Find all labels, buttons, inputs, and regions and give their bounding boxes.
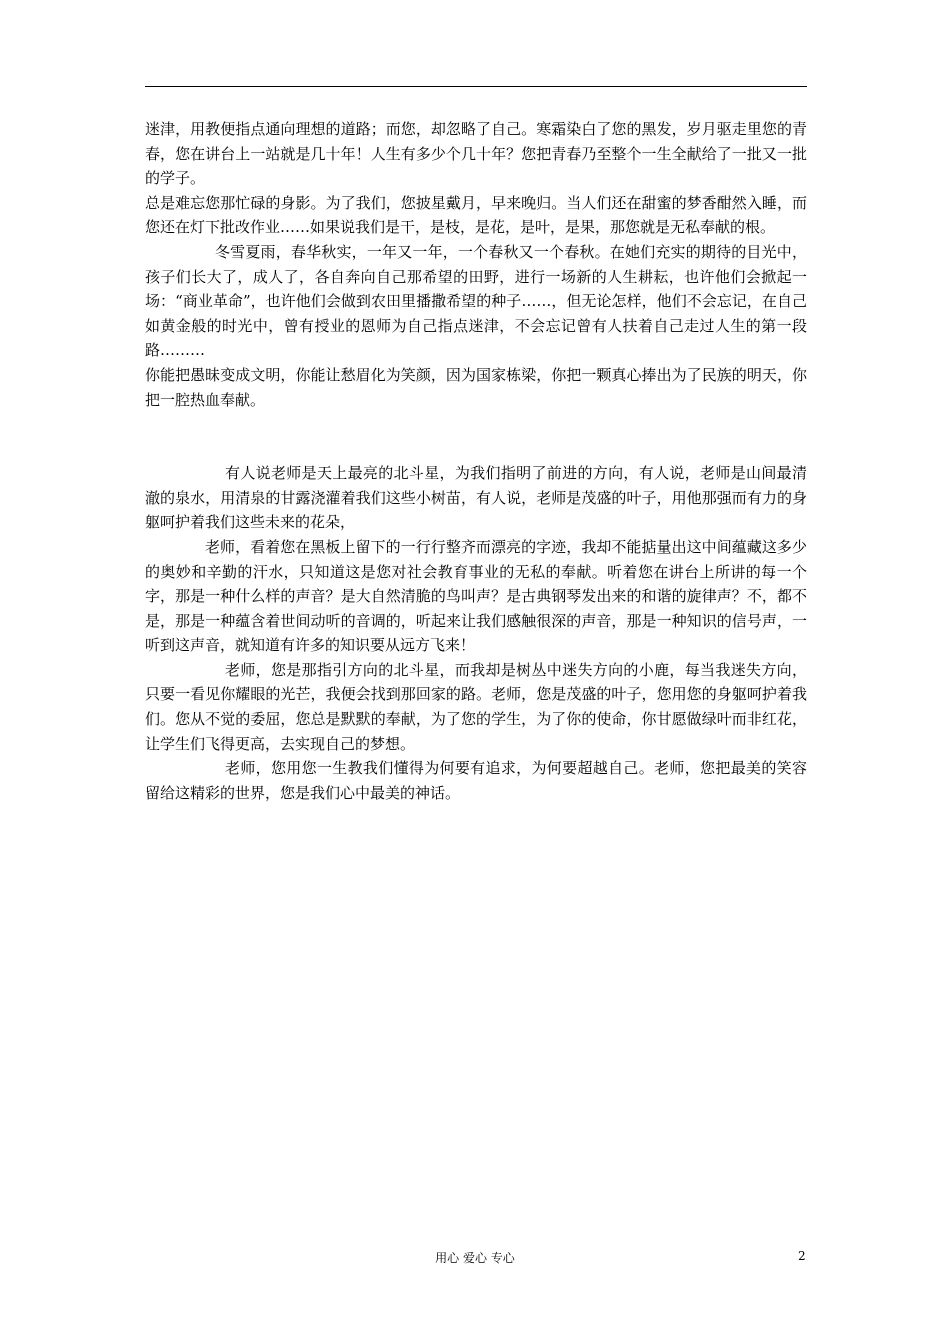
header-rule xyxy=(145,86,807,87)
paragraph-top-3: 冬雪夏雨，春华秋实，一年又一年，一个春秋又一个春秋。在她们充实的期待的目光中，孩子们长大了，成人了，各自奔向自己那希望的田野，进行一场新的人生耕耘，也许他们会掀起一场：“商业革命”，也许他们会做到农田里播撒希望的种子……，但无论怎样，他们不会忘记，在自己如黄金般的时光中，曾有授业的恩师为自己指点迷津，不会忘记曾有人扶着自己走过人生的第一段路……… xyxy=(145,242,807,360)
paragraph-top-4: 你能把愚昧变成文明，你能让愁眉化为笑颜，因为国家栋梁，你把一颗真心捧出为了民族的明天，你把一腔热血奉献。 xyxy=(145,365,807,409)
paragraph-bottom-3: 老师，您是那指引方向的北斗星，而我却是树丛中迷失方向的小鹿，每当我迷失方向，只要一看见你耀眼的光芒，我便会找到那回家的路。老师，您是茂盛的叶子，您用您的身躯呵护着我们。您从不觉的委屈，您总是默默的奉献，为了您的学生，为了你的使命，你甘愿做绿叶而非红花，让学生们飞得更高，去实现自己的梦想。 xyxy=(145,660,807,753)
paragraph-top-1: 迷津，用教便指点通向理想的道路；而您，却忽略了自己。寒霜染白了您的黑发，岁月驱走里您的青春，您在讲台上一站就是几十年！人生有多少个几十年？您把青春乃至整个一生全献给了一批又一批的学子。 xyxy=(145,120,807,188)
page-number: 2 xyxy=(798,1249,806,1263)
paragraph-bottom-4: 老师，您用您一生教我们懂得为何要有追求，为何要超越自己。老师，您把最美的笑容留给这精彩的世界，您是我们心中最美的神话。 xyxy=(145,759,807,802)
body-text xyxy=(145,117,807,805)
paragraph-bottom-2: 老师，看着您在黑板上留下的一行行整齐而漂亮的字迹，我却不能掂量出这中间蕴藏这多少的奥妙和辛勤的汗水，只知道这是您对社会教育事业的无私的奉献。听着您在讲台上所讲的每一个字，那是一种什么样的声音？是大自然清脆的鸟叫声？是古典钢琴发出来的和谐的旋律声？不，都不是，那是一种蕴含着世间动听的音调的，听起来让我们感触很深的声音，那是一种知识的信号声，一听到这声音，就知道有许多的知识要从远方飞来！ xyxy=(145,537,807,655)
paragraph-top-2: 总是难忘您那忙碌的身影。为了我们，您披星戴月，早来晚归。当人们还在甜蜜的梦香酣然入睡，而您还在灯下批改作业……如果说我们是干，是枝，是花，是叶，是果，那您就是无私奉献的根。 xyxy=(145,193,807,237)
section-gap xyxy=(145,412,807,461)
footer-motto: 用心 爱心 专心 xyxy=(435,1251,515,1265)
paragraph-bottom-1: 有人说老师是天上最亮的北斗星，为我们指明了前进的方向，有人说，老师是山间最清澈的泉水，用清泉的甘露浇灌着我们这些小树苗，有人说，老师是茂盛的叶子，用他那强而有力的身躯呵护着我们这些未来的花朵， xyxy=(145,464,807,532)
